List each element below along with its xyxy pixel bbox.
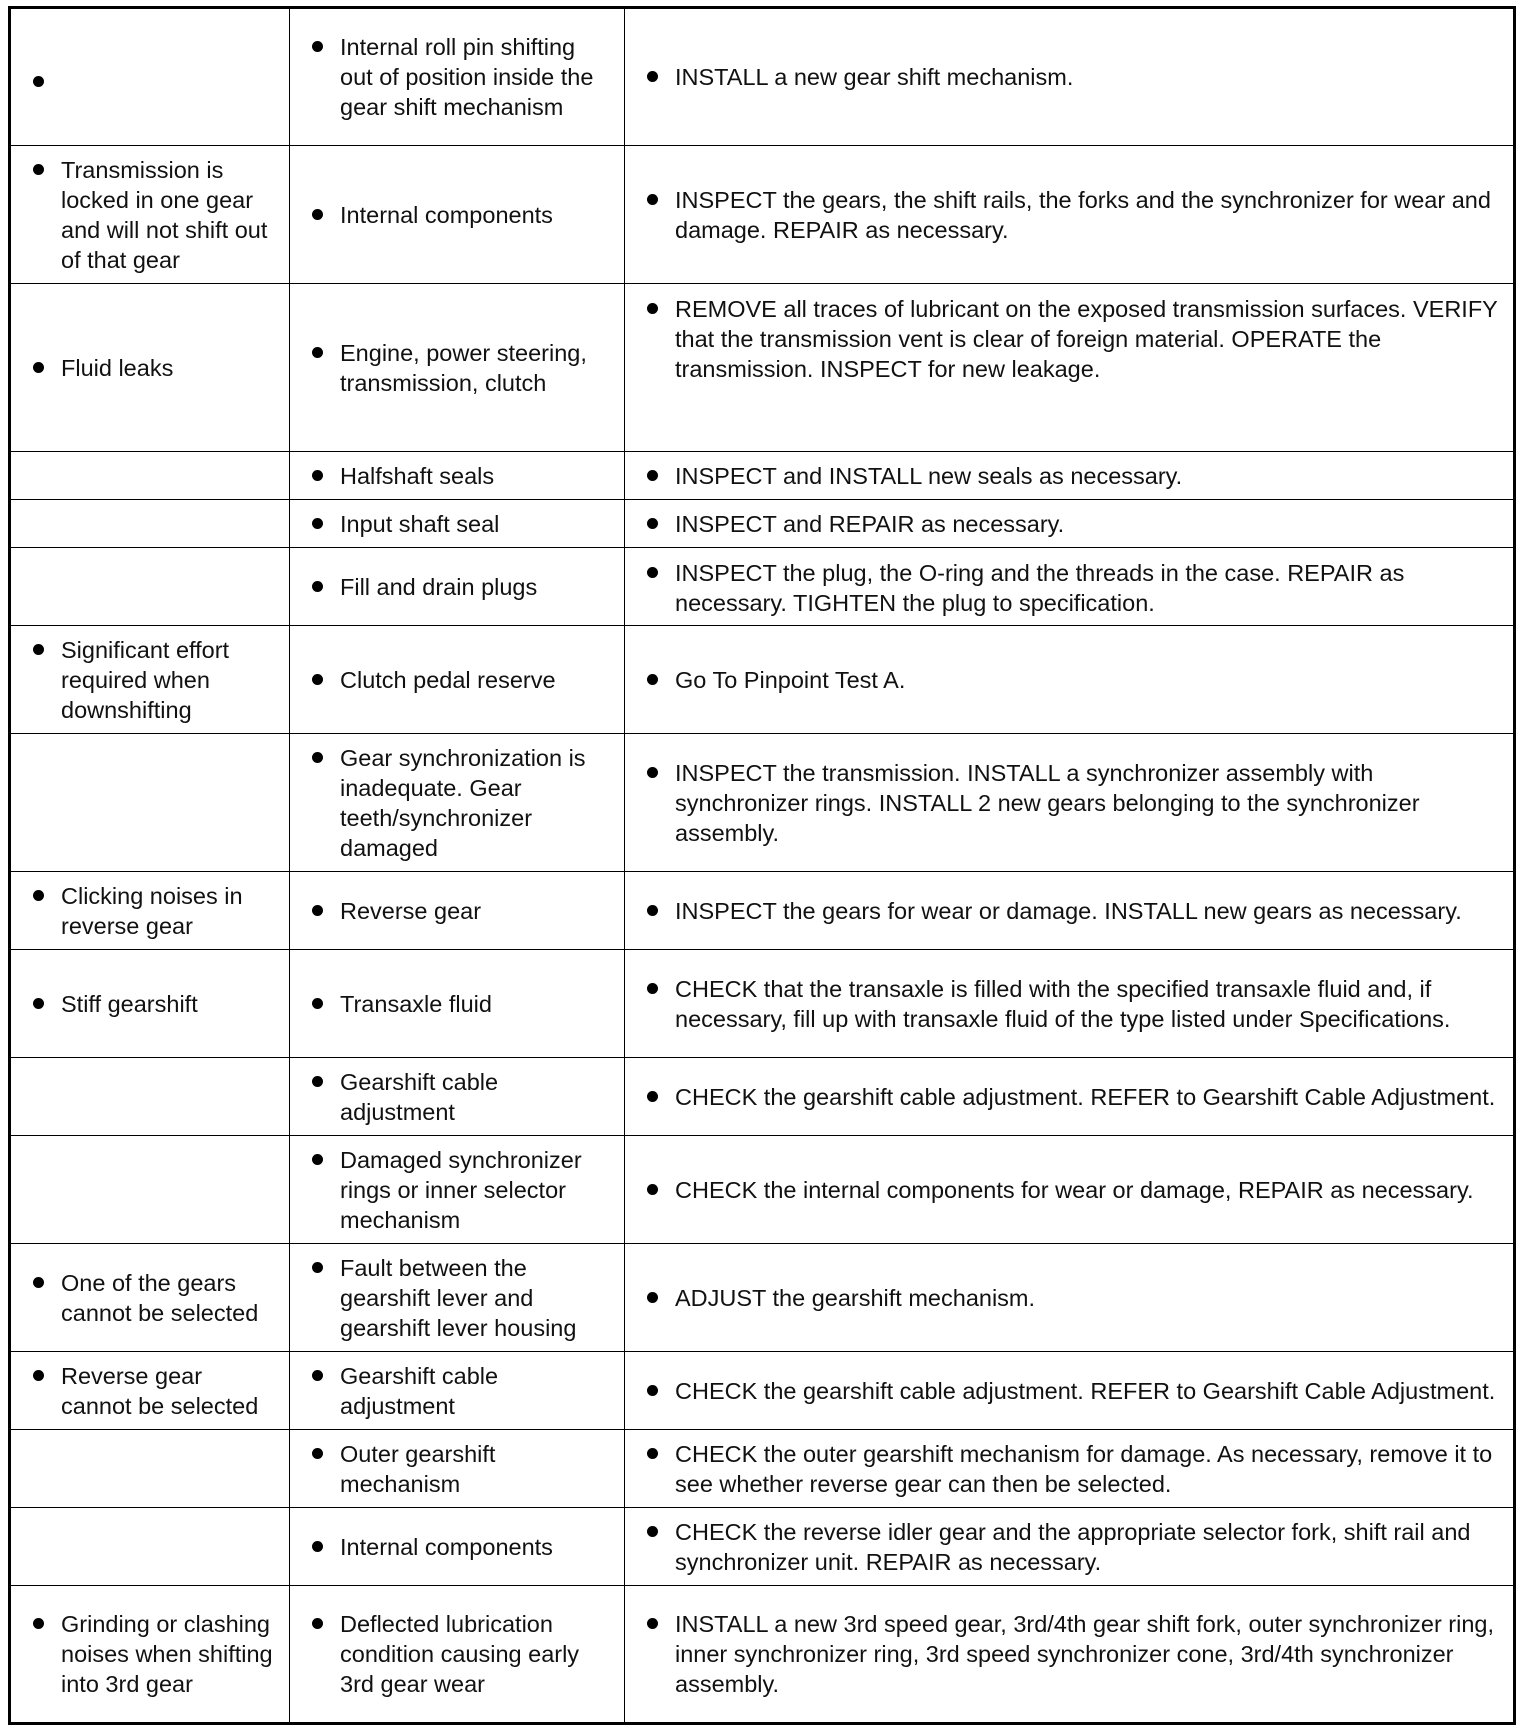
condition-cell bbox=[10, 500, 290, 548]
action-text: INSPECT the transmission. INSTALL a synchronizer assembly with synchronizer rings. INSTALL 2 new gears belonging to the synchronizer assembly. bbox=[675, 759, 1420, 846]
bullet-icon bbox=[647, 1385, 658, 1396]
action-cell bbox=[625, 950, 1515, 1058]
bullet-icon bbox=[312, 1370, 323, 1381]
action-text: CHECK the outer gearshift mechanism for damage. As necessary, remove it to see whether reverse gear can then be selected. bbox=[675, 1440, 1493, 1497]
cause-text: Internal components bbox=[340, 201, 553, 228]
table-row bbox=[10, 950, 1515, 1058]
bullet-icon bbox=[33, 362, 44, 373]
condition-cell bbox=[10, 1058, 290, 1136]
condition-cell bbox=[10, 8, 290, 146]
diagnosis-table-page bbox=[8, 6, 1513, 1724]
action-text: INSPECT the gears for wear or damage. INSTALL new gears as necessary. bbox=[675, 897, 1462, 924]
action-cell bbox=[625, 1352, 1515, 1430]
cause-cell bbox=[290, 734, 625, 872]
table-row bbox=[10, 1586, 1515, 1724]
bullet-icon bbox=[33, 1370, 44, 1381]
action-cell bbox=[625, 1058, 1515, 1136]
cause-text: Engine, power steering, transmission, clutch bbox=[340, 339, 587, 396]
condition-cell bbox=[10, 548, 290, 626]
table-row bbox=[10, 1244, 1515, 1352]
condition-text: Fluid leaks bbox=[61, 354, 174, 381]
bullet-icon bbox=[312, 518, 323, 529]
cause-text: Fill and drain plugs bbox=[340, 573, 538, 600]
bullet-icon bbox=[312, 41, 323, 52]
bullet-icon bbox=[647, 905, 658, 916]
table-row bbox=[10, 548, 1515, 626]
cause-text: Input shaft seal bbox=[340, 510, 500, 537]
action-text: CHECK the internal components for wear or damage, REPAIR as necessary. bbox=[675, 1176, 1474, 1203]
cause-text: Clutch pedal reserve bbox=[340, 666, 556, 693]
condition-cell bbox=[10, 626, 290, 734]
bullet-icon bbox=[312, 1448, 323, 1459]
condition-cell bbox=[10, 284, 290, 452]
action-cell bbox=[625, 872, 1515, 950]
action-cell bbox=[625, 626, 1515, 734]
action-text: INSTALL a new gear shift mechanism. bbox=[675, 64, 1074, 90]
bullet-icon bbox=[312, 1262, 323, 1273]
bullet-icon bbox=[647, 71, 658, 82]
cause-cell bbox=[290, 1508, 625, 1586]
bullet-icon bbox=[647, 983, 658, 994]
condition-text: Reverse gear cannot be selected bbox=[61, 1362, 259, 1419]
cause-cell bbox=[290, 1058, 625, 1136]
bullet-icon bbox=[312, 470, 323, 481]
bullet-icon bbox=[647, 1526, 658, 1537]
cause-text: Gearshift cable adjustment bbox=[340, 1362, 499, 1419]
cause-cell bbox=[290, 626, 625, 734]
table-row bbox=[10, 500, 1515, 548]
cause-text: Deflected lubrication condition causing early 3rd gear wear bbox=[340, 1611, 580, 1697]
condition-cell bbox=[10, 1586, 290, 1724]
bullet-icon bbox=[33, 1618, 44, 1629]
cause-text: Internal components bbox=[340, 1533, 553, 1560]
condition-cell bbox=[10, 1508, 290, 1586]
bullet-icon bbox=[312, 905, 323, 916]
action-text: Go To Pinpoint Test A. bbox=[675, 666, 906, 693]
bullet-icon bbox=[312, 209, 323, 220]
cause-cell bbox=[290, 8, 625, 146]
cause-text: Halfshaft seals bbox=[340, 462, 495, 489]
condition-text: Clicking noises in reverse gear bbox=[61, 882, 243, 939]
cause-cell bbox=[290, 1352, 625, 1430]
bullet-icon bbox=[647, 1091, 658, 1102]
bullet-icon bbox=[312, 1076, 323, 1087]
condition-text: One of the gears cannot be selected bbox=[61, 1269, 259, 1326]
action-cell bbox=[625, 1244, 1515, 1352]
cause-cell bbox=[290, 548, 625, 626]
action-text: INSTALL a new 3rd speed gear, 3rd/4th gear shift fork, outer synchronizer ring, inner synchronizer ring, 3rd speed synchronizer cone, 3rd/4th synchronizer assembly. bbox=[675, 1611, 1495, 1697]
bullet-icon bbox=[33, 644, 44, 655]
bullet-icon bbox=[647, 303, 658, 314]
action-text: ADJUST the gearshift mechanism. bbox=[675, 1284, 1036, 1311]
bullet-icon bbox=[312, 1541, 323, 1552]
action-cell bbox=[625, 734, 1515, 872]
table-row bbox=[10, 1136, 1515, 1244]
cause-text: Fault between the gearshift lever and gearshift lever housing bbox=[340, 1254, 577, 1341]
bullet-icon bbox=[647, 1292, 658, 1303]
cause-text: Gear synchronization is inadequate. Gear teeth/synchronizer damaged bbox=[340, 744, 586, 861]
action-text: CHECK that the transaxle is filled with the specified transaxle fluid and, if necessary, fill up with transaxle fluid of the type listed under Specifications. bbox=[675, 975, 1451, 1032]
action-cell bbox=[625, 452, 1515, 500]
bullet-icon bbox=[647, 1618, 658, 1629]
table-row bbox=[10, 734, 1515, 872]
bullet-icon bbox=[647, 518, 658, 529]
action-cell bbox=[625, 1508, 1515, 1586]
cause-cell bbox=[290, 872, 625, 950]
bullet-icon bbox=[312, 1154, 323, 1165]
table-row bbox=[10, 8, 1515, 146]
bullet-icon bbox=[33, 76, 44, 87]
condition-text: Grinding or clashing noises when shifting into 3rd gear bbox=[61, 1611, 273, 1697]
bullet-icon bbox=[312, 581, 323, 592]
cause-text: Outer gearshift mechanism bbox=[340, 1440, 496, 1497]
action-text: INSPECT the plug, the O-ring and the threads in the case. REPAIR as necessary. TIGHTEN the plug to specification. bbox=[675, 560, 1405, 616]
condition-cell bbox=[10, 1430, 290, 1508]
condition-cell bbox=[10, 950, 290, 1058]
cause-cell bbox=[290, 500, 625, 548]
action-text: CHECK the reverse idler gear and the appropriate selector fork, shift rail and synchronizer unit. REPAIR as necessary. bbox=[675, 1518, 1471, 1575]
bullet-icon bbox=[33, 998, 44, 1009]
bullet-icon bbox=[647, 470, 658, 481]
cause-cell bbox=[290, 1586, 625, 1724]
action-text: CHECK the gearshift cable adjustment. REFER to Gearshift Cable Adjustment. bbox=[675, 1083, 1496, 1110]
cause-text: Reverse gear bbox=[340, 897, 482, 924]
condition-text: Transmission is locked in one gear and will not shift out of that gear bbox=[61, 156, 268, 273]
bullet-icon bbox=[647, 1448, 658, 1459]
condition-cell bbox=[10, 1136, 290, 1244]
cause-cell bbox=[290, 452, 625, 500]
cause-text: Internal roll pin shifting out of position inside the gear shift mechanism bbox=[340, 34, 594, 120]
cause-text: Damaged synchronizer rings or inner selector mechanism bbox=[340, 1146, 582, 1233]
condition-cell bbox=[10, 734, 290, 872]
bullet-icon bbox=[33, 1277, 44, 1288]
action-text: INSPECT and INSTALL new seals as necessary. bbox=[675, 462, 1183, 489]
bullet-icon bbox=[312, 998, 323, 1009]
bullet-icon bbox=[647, 567, 658, 578]
action-text: INSPECT and REPAIR as necessary. bbox=[675, 510, 1065, 537]
condition-text: Stiff gearshift bbox=[61, 990, 198, 1017]
bullet-icon bbox=[647, 1184, 658, 1195]
bullet-icon bbox=[33, 164, 44, 175]
table-row bbox=[10, 1058, 1515, 1136]
table-row bbox=[10, 872, 1515, 950]
action-text: INSPECT the gears, the shift rails, the forks and the synchronizer for wear and damage. REPAIR as necessary. bbox=[675, 186, 1491, 243]
bullet-icon bbox=[312, 674, 323, 685]
action-cell bbox=[625, 1586, 1515, 1724]
bullet-icon bbox=[647, 674, 658, 685]
cause-cell bbox=[290, 284, 625, 452]
action-cell bbox=[625, 8, 1515, 146]
condition-cell bbox=[10, 452, 290, 500]
table-row bbox=[10, 626, 1515, 734]
cause-cell bbox=[290, 950, 625, 1058]
action-cell bbox=[625, 548, 1515, 626]
action-cell bbox=[625, 1430, 1515, 1508]
table-row bbox=[10, 284, 1515, 452]
bullet-icon bbox=[312, 347, 323, 358]
table-row bbox=[10, 146, 1515, 284]
bullet-icon bbox=[312, 752, 323, 763]
bullet-icon bbox=[647, 194, 658, 205]
condition-cell bbox=[10, 1244, 290, 1352]
cause-cell bbox=[290, 146, 625, 284]
action-text: CHECK the gearshift cable adjustment. REFER to Gearshift Cable Adjustment. bbox=[675, 1377, 1496, 1404]
bullet-icon bbox=[312, 1618, 323, 1629]
action-cell bbox=[625, 1136, 1515, 1244]
cause-cell bbox=[290, 1430, 625, 1508]
diagnosis-table-body bbox=[10, 8, 1515, 1724]
bullet-icon bbox=[647, 767, 658, 778]
cause-text: Gearshift cable adjustment bbox=[340, 1068, 499, 1125]
cause-cell bbox=[290, 1136, 625, 1244]
table-row bbox=[10, 1508, 1515, 1586]
table-row bbox=[10, 452, 1515, 500]
table-row bbox=[10, 1352, 1515, 1430]
diagnosis-table bbox=[8, 6, 1516, 1725]
condition-cell bbox=[10, 1352, 290, 1430]
cause-cell bbox=[290, 1244, 625, 1352]
table-row bbox=[10, 1430, 1515, 1508]
condition-cell bbox=[10, 146, 290, 284]
action-cell bbox=[625, 284, 1515, 452]
cause-text: Transaxle fluid bbox=[340, 990, 492, 1017]
action-cell bbox=[625, 500, 1515, 548]
condition-text: Significant effort required when downshifting bbox=[61, 636, 230, 723]
bullet-icon bbox=[33, 890, 44, 901]
action-cell bbox=[625, 146, 1515, 284]
condition-cell bbox=[10, 872, 290, 950]
action-text: REMOVE all traces of lubricant on the exposed transmission surfaces. VERIFY that the transmission vent is clear of foreign material. OPERATE the transmission. INSPECT for new leakage. bbox=[675, 296, 1498, 382]
